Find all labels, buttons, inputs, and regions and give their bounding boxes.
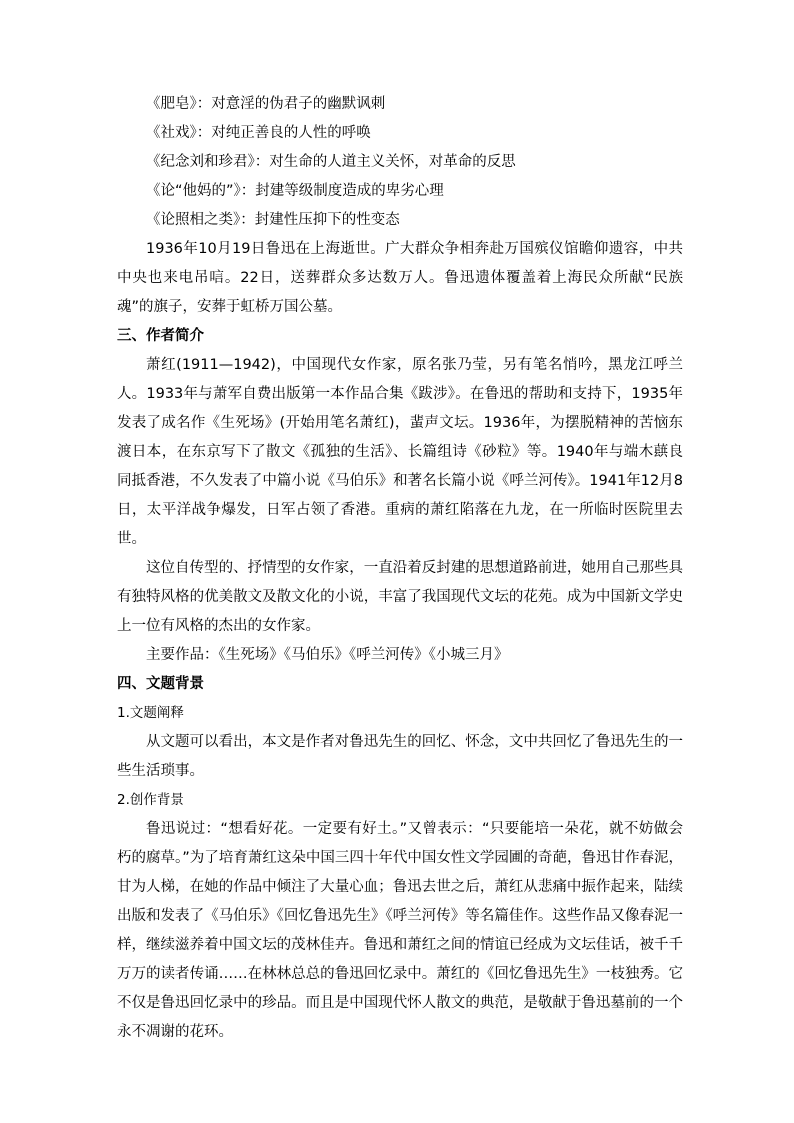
section-heading-background: 四、文题背景 [117,676,204,692]
main-works-paragraph: 主要作品：《生死场》《马伯乐》《呼兰河传》《小城三月》 [146,647,509,663]
works-list-item: 《论“他妈的”》：封建等级制度造成的卑劣心理 [146,183,444,199]
title-explanation-paragraph: 从文题可以看出，本文是作者对鲁迅先生的回忆、怀念，文中共回忆了鲁迅先生的一些生活琐事。 [117,734,683,779]
creation-background-paragraph: 鲁迅说过：“想看好花。一定要有好土。”又曾表示：“只要能培一朵花，就不妨做会朽的腐草。”为了培育萧红这朵中国三四十年代中国女性文学园圃的奇葩，鲁迅甘作春泥，甘为人梯，在她的作品中倾注了大量心血；鲁迅去世之后，萧红从悲痛中振作起来，陆续出版和发表了《马伯乐》《回忆鲁迅先生》《呼兰河传》等名篇佳作。这些作品又像春泥一样，继续滋养着中国文坛的茂林佳卉。鲁迅和萧红之间的情谊已经成为文坛佳话，被千千万万的读者传诵……在林林总总的鲁迅回忆录中。萧红的《回忆鲁迅先生》一枝独秀。它不仅是鲁迅回忆录中的珍品。而且是中国现代怀人散文的典范，是敬献于鲁迅墓前的一个永不凋谢的花环。 [117,821,683,1040]
subheading-title-explanation: 1.文题阐释 [117,705,184,721]
section-heading-author: 三、作者简介 [117,328,204,344]
document-page [117,90,683,1047]
works-list-item: 《社戏》：对纯正善良的人性的呼唤 [146,125,371,141]
works-list-item: 《论照相之类》：封建性压抑下的性变态 [146,212,400,228]
author-evaluation-paragraph: 这位自传型的、抒情型的女作家，一直沿着反封建的思想道路前进，她用自己那些具有独特风格的优美散文及散文化的小说，丰富了我国现代文坛的花苑。成为中国新文学史上一位有风格的杰出的女作家。 [117,560,683,634]
works-list-item: 《纪念刘和珍君》：对生命的人道主义关怀，对革命的反思 [146,154,516,170]
death-paragraph: 1936年10月19日鲁迅在上海逝世。广大群众争相奔赴万国殡仪馆瞻仰遗容，中共中央也来电吊唁。22日，送葬群众多达数万人。鲁迅遗体覆盖着上海民众所献“民族魂”的旗子，安葬于虹桥万国公墓。 [117,241,683,315]
works-list-item: 《肥皂》：对意淫的伪君子的幽默讽刺 [146,96,386,112]
author-bio-paragraph: 萧红(1911—1942)，中国现代女作家，原名张乃莹，另有笔名悄吟，黑龙江呼兰人。1933年与萧军自费出版第一本作品合集《跋涉》。在鲁迅的帮助和支持下，1935年发表了成名作《生死场》(开始用笔名萧红)，蜚声文坛。1936年，为摆脱精神的苦恼东渡日本，在东京写下了散文《孤独的生活》、长篇组诗《砂粒》等。1940年与端木蕻良同抵香港，不久发表了中篇小说《马伯乐》和著名长篇小说《呼兰河传》。1941年12月8日，太平洋战争爆发，日军占领了香港。重病的萧红陷落在九龙，在一所临时医院里去世。 [117,357,683,547]
subheading-creation-background: 2.创作背景 [117,792,184,808]
